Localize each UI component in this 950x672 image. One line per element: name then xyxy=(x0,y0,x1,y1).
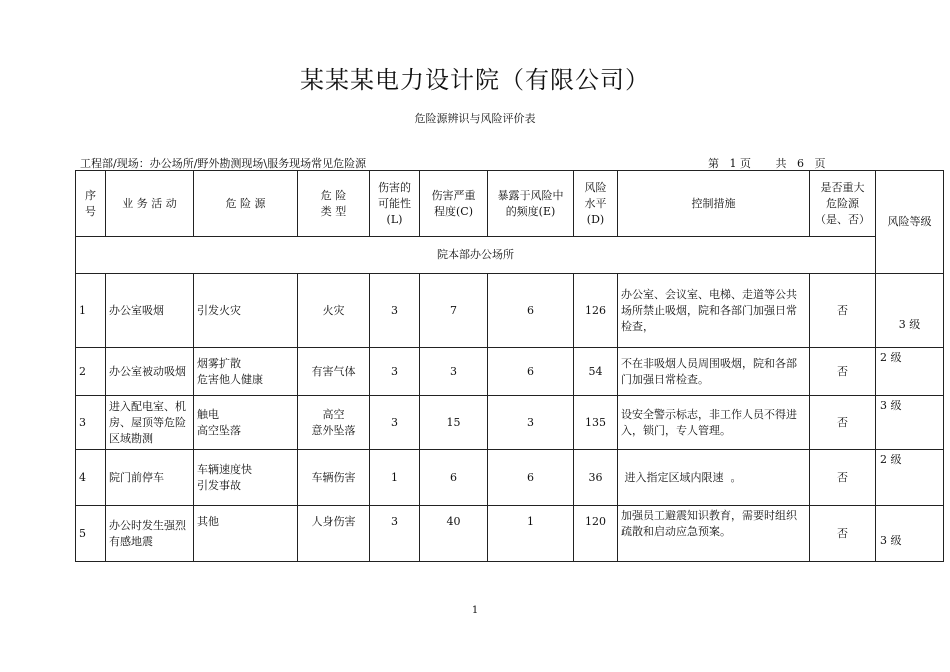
cell-control: 办公室、会议室、电梯、走道等公共场所禁止吸烟，院和各部门加强日常检查， xyxy=(618,274,810,348)
table-row xyxy=(76,274,944,348)
cell-type: 车辆伤害 xyxy=(298,450,370,506)
table-row xyxy=(76,348,944,396)
cell-control: 进入指定区域内限速 。 xyxy=(618,450,810,506)
cell-type: 有害气体 xyxy=(298,348,370,396)
cell-likelihood: 3 xyxy=(370,274,420,348)
cell-hazard: 烟雾扩散 危害他人健康 xyxy=(194,348,298,396)
cell-major: 否 xyxy=(810,450,876,506)
cell-major: 否 xyxy=(810,396,876,450)
cell-grade: 2 级 xyxy=(876,450,944,506)
cell-risk-level: 126 xyxy=(574,274,618,348)
cell-likelihood: 3 xyxy=(370,348,420,396)
cell-type: 高空 意外坠落 xyxy=(298,396,370,450)
header-type: 危 险 类 型 xyxy=(298,171,370,237)
page-number: 1 xyxy=(471,605,479,616)
cell-control: 不在非吸烟人员周围吸烟，院和各部门加强日常检查。 xyxy=(618,348,810,396)
cell-severity: 15 xyxy=(420,396,488,450)
cell-seq: 1 xyxy=(76,274,106,348)
cell-major: 否 xyxy=(810,274,876,348)
header-control: 控制措施 xyxy=(618,171,810,237)
cell-activity: 办公室吸烟 xyxy=(106,274,194,348)
cell-type: 火灾 xyxy=(298,274,370,348)
cell-hazard: 其他 xyxy=(194,506,298,562)
table-row xyxy=(76,450,944,506)
cell-severity: 3 xyxy=(420,348,488,396)
cell-grade: 2 级 xyxy=(876,348,944,396)
cell-control: 设安全警示标志，非工作人员不得进入，锁门，专人管理。 xyxy=(618,396,810,450)
document-subtitle: 危险源辨识与风险评价表 xyxy=(414,112,536,125)
page-indicator: 第 1 页 共 6 页 xyxy=(708,157,826,170)
cell-activity: 办公时发生强烈有感地震 xyxy=(106,506,194,562)
cell-type: 人身伤害 xyxy=(298,506,370,562)
section-row xyxy=(76,237,944,274)
cell-grade: 3 级 xyxy=(876,396,944,450)
header-activity: 业 务 活 动 xyxy=(106,171,194,237)
cell-risk-level: 36 xyxy=(574,450,618,506)
cell-risk-level: 120 xyxy=(574,506,618,562)
project-location: 工程部/现场：办公场所/野外勘测现场\服务现场常见危险源 xyxy=(80,157,367,170)
cell-risk-level: 54 xyxy=(574,348,618,396)
cell-seq: 5 xyxy=(76,506,106,562)
hazard-table xyxy=(75,170,944,562)
cell-exposure: 6 xyxy=(488,274,574,348)
cell-severity: 7 xyxy=(420,274,488,348)
header-grade: 风险等级 xyxy=(876,171,944,274)
cell-severity: 6 xyxy=(420,450,488,506)
cell-exposure: 1 xyxy=(488,506,574,562)
cell-likelihood: 3 xyxy=(370,506,420,562)
cell-control: 加强员工避震知识教育，需要时组织疏散和启动应急预案。 xyxy=(618,506,810,562)
cell-seq: 3 xyxy=(76,396,106,450)
cell-major: 否 xyxy=(810,506,876,562)
header-major: 是否重大 危险源 （是、否） xyxy=(810,171,876,237)
header-risk-level: 风险 水平 (D) xyxy=(574,171,618,237)
table-row xyxy=(76,396,944,450)
cell-exposure: 3 xyxy=(488,396,574,450)
cell-activity: 进入配电室、机房、屋顶等危险区域勘测 xyxy=(106,396,194,450)
cell-likelihood: 1 xyxy=(370,450,420,506)
cell-grade: 3 级 xyxy=(876,274,944,348)
section-title: 院本部办公场所 xyxy=(76,237,876,274)
cell-major: 否 xyxy=(810,348,876,396)
cell-likelihood: 3 xyxy=(370,396,420,450)
cell-hazard: 引发火灾 xyxy=(194,274,298,348)
cell-hazard: 车辆速度快 引发事故 xyxy=(194,450,298,506)
header-hazard: 危 险 源 xyxy=(194,171,298,237)
cell-exposure: 6 xyxy=(488,348,574,396)
cell-risk-level: 135 xyxy=(574,396,618,450)
cell-exposure: 6 xyxy=(488,450,574,506)
header-likelihood: 伤害的 可能性 (L) xyxy=(370,171,420,237)
cell-severity: 40 xyxy=(420,506,488,562)
document-title: 某某某电力设计院（有限公司） xyxy=(300,66,650,94)
cell-grade: 3 级 xyxy=(876,506,944,562)
cell-activity: 办公室被动吸烟 xyxy=(106,348,194,396)
header-seq: 序 号 xyxy=(76,171,106,237)
table-row xyxy=(76,506,944,562)
cell-activity: 院门前停车 xyxy=(106,450,194,506)
header-exposure: 暴露于风险中 的频度(E) xyxy=(488,171,574,237)
cell-seq: 4 xyxy=(76,450,106,506)
cell-seq: 2 xyxy=(76,348,106,396)
header-row xyxy=(76,171,944,237)
cell-hazard: 触电 高空坠落 xyxy=(194,396,298,450)
header-severity: 伤害严重 程度(C) xyxy=(420,171,488,237)
